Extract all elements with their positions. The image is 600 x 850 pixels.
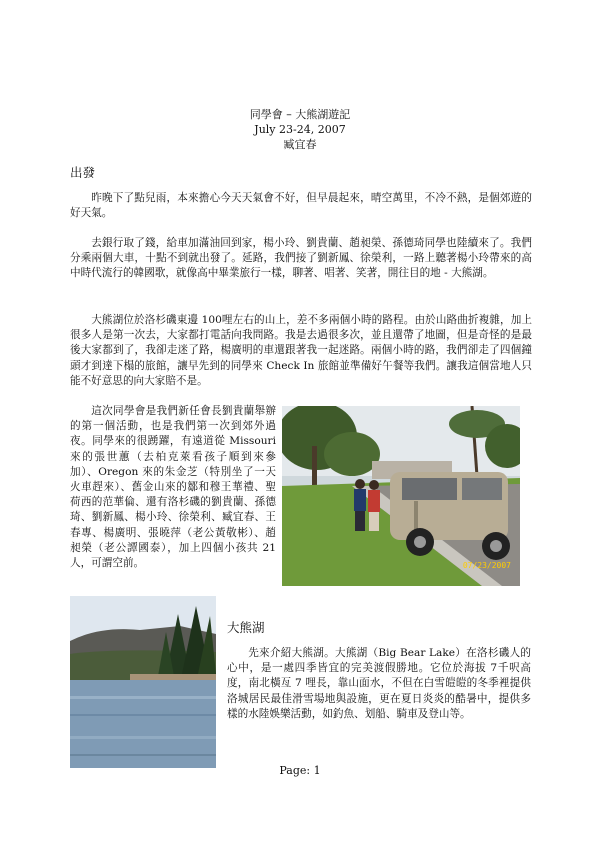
page-number: Page: 1	[279, 764, 321, 777]
section-heading-departure: 出發	[70, 165, 96, 180]
document-date: July 23-24, 2007	[254, 123, 346, 136]
paragraph-3: 大熊湖位於洛杉磯東邊 100哩左右的山上，差不多兩個小時的路程。由於山路曲折複雜，加上很多人是第一次去，大家都打電話向我問路。我是去過很多次，並且還帶了地圖，但是奇怪的是最後大家都到了，我卻走迷了路，楊廣明的車還跟著我一起迷路。兩個小時的路，我們卻走了四個鐘頭才到達下榻的旅館，讓早先到的同學來 Check In 旅館並準備好午餐等我們。讓我這個當地人只能不好意思的向大家賠不是。	[70, 314, 532, 387]
lake-photo	[70, 596, 216, 768]
document-title: 同學會 – 大熊湖遊記	[249, 108, 351, 121]
title-block	[0, 107, 600, 152]
photo-date-stamp: 07/23/2007	[462, 561, 511, 570]
paragraph-4: 這次同學會是我們新任會長劉貴蘭舉辦的第一個活動，也是我們第一次到郊外過夜。同學來的很踴躍，有遠道從 Missouri 來的張世蕙（去柏克萊看孩子順到來參加）、Oregon 來的朱金芝（特別坐了一天火車趕來）、舊金山來的鄒和穆王華禮、聖荷西的范華倫、還有洛杉磯的劉貴蘭、孫德琦、劉新鳳、楊小玲、徐榮利、臧宜春、王春專、楊廣明、張曉萍（老公黃敬彬）、趙昶榮（老公譚國泰），加上四個小孩共 21人，可謂空前。	[70, 405, 276, 570]
section-heading-big-bear-lake: 大熊湖	[227, 620, 265, 635]
paragraph-2: 去銀行取了錢，給車加滿油回到家，楊小玲、劉貴蘭、趙昶榮、孫德琦同學也陸續來了。我們分乘兩個大車，十點不到就出發了。延路，我們接了劉新鳳、徐榮利，一路上聽著楊小玲帶來的高中時代流行的韓國歌，就像高中畢業旅行一樣，聊著、唱著、笑著，開往目的地 - 大熊湖。	[70, 237, 532, 280]
paragraph-1: 昨晚下了點兒雨，本來擔心今天天氣會不好，但早晨起來，晴空萬里，不冷不熱，是個郊遊的好天氣。	[70, 192, 532, 220]
paragraph-5: 先來介紹大熊湖。大熊湖（Big Bear Lake）在洛杉磯人的心中，是一處四季皆宜的完美渡假勝地。它位於海拔 7千呎高度，南北橫亙 7 哩長，靠山面水，不但在白雪皚皚的冬季裡提供洛城居民最佳滑雪場地與設施，更在夏日炎炎的酷暑中，提供多樣的水陸娛樂活動，如釣魚、划船、騎車及登山等。	[227, 647, 531, 720]
document-author: 臧宜春	[283, 138, 317, 151]
group-photo	[282, 406, 520, 586]
